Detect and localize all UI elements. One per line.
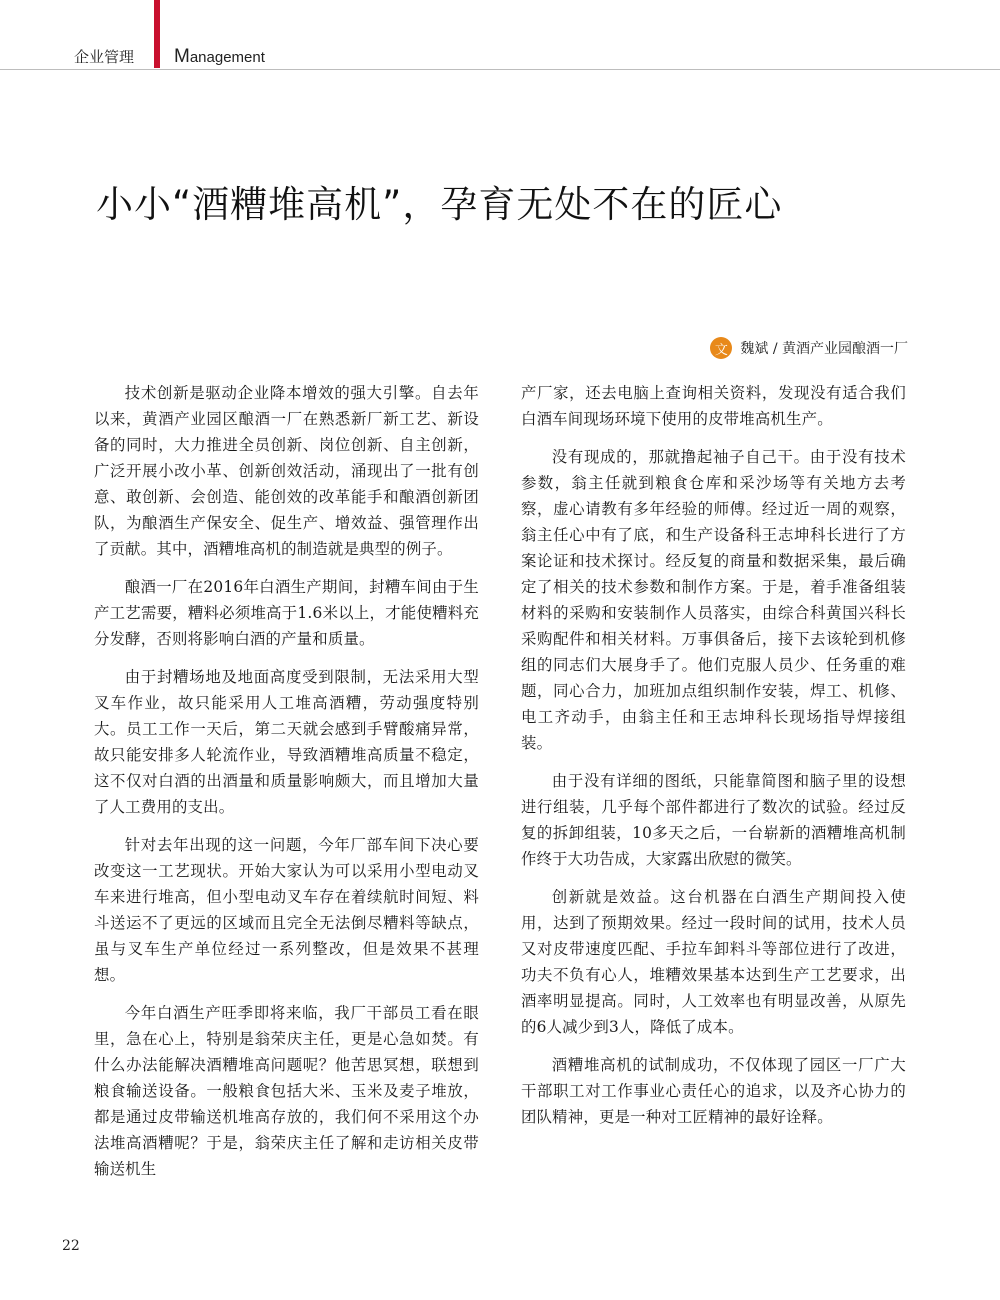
paragraph: 今年白酒生产旺季即将来临，我厂干部员工看在眼里，急在心上，特别是翁荣庆主任，更是心急如焚。有什么办法能解决酒糟堆高问题呢？他苦思冥想，联想到粮食输送设备。一般粮食包括大米、玉米及麦子堆放，都是通过皮带输送机堆高存放的，我们何不采用这个办法堆高酒糟呢？于是，翁荣庆主任了解和走访相关皮带输送机生 <box>94 1004 479 1178</box>
section-label-en <box>174 46 265 68</box>
article-title: 小小“酒糟堆高机”，孕育无处不在的匠心 <box>96 183 783 226</box>
paragraph: 针对去年出现的这一问题，今年厂部车间下决心要改变这一工艺现状。开始大家认为可以采用小型电动叉车来进行堆高，但小型电动叉车存在着续航时间短、料斗送运不了更远的区域而且完全无法倒尽糟料等缺点，虽与叉车生产单位经过一系列整改，但是效果不甚理想。 <box>94 836 479 984</box>
byline-badge-icon: 文 <box>710 337 732 359</box>
paragraph: 由于没有详细的图纸，只能靠简图和脑子里的设想进行组装，几乎每个部件都进行了数次的试验。经过反复的拆卸组装，10多天之后，一台崭新的酒糟堆高机制作终于大功告成，大家露出欣慰的微笑。 <box>521 772 906 868</box>
paragraph: 酒糟堆高机的试制成功，不仅体现了园区一厂广大干部职工对工作事业心责任心的追求，以及齐心协力的团队精神，更是一种对工匠精神的最好诠释。 <box>521 1056 906 1126</box>
header-accent-bar <box>154 0 160 68</box>
article-column-left <box>94 380 479 1194</box>
paragraph: 没有现成的，那就撸起袖子自己干。由于没有技术参数，翁主任就到粮食仓库和采沙场等有关地方去考察，虚心请教有多年经验的师傅。经过近一周的观察，翁主任心中有了底，和生产设备科王志坤科长进行了方案论证和技术探讨。经反复的商量和数据采集，最后确定了相关的技术参数和制作方案。于是，着手准备组装材料的采购和安装制作人员落实，由综合科黄国兴科长采购配件和相关材料。万事俱备后，接下去该轮到机修组的同志们大展身手了。他们克服人员少、任务重的难题，同心合力，加班加点组织制作安装，焊工、机修、电工齐动手，由翁主任和王志坤科长现场指导焊接组装。 <box>521 448 906 752</box>
paragraph: 酿酒一厂在2016年白酒生产期间，封糟车间由于生产工艺需要，糟料必须堆高于1.6米以上，才能使糟料充分发酵，否则将影响白酒的产量和质量。 <box>94 578 479 648</box>
section-label-en-cap: M <box>174 46 190 67</box>
article-column-right <box>521 380 906 1142</box>
paragraph: 创新就是效益。这台机器在白酒生产期间投入使用，达到了预期效果。经过一段时间的试用，技术人员又对皮带速度匹配、手拉车卸料斗等部位进行了改进，功夫不负有心人，堆糟效果基本达到生产工艺要求，出酒率明显提高。同时，人工效率也有明显改善，从原先的6人减少到3人，降低了成本。 <box>521 888 906 1036</box>
paragraph-continuation: 产厂家，还去电脑上查询相关资料，发现没有适合我们白酒车间现场环境下使用的皮带堆高机生产。 <box>521 384 906 428</box>
paragraph: 由于封糟场地及地面高度受到限制，无法采用大型叉车作业，故只能采用人工堆高酒糟，劳动强度特别大。员工工作一天后，第二天就会感到手臂酸痛异常，故只能安排多人轮流作业，导致酒糟堆高质量不稳定，这不仅对白酒的出酒量和质量影响颇大，而且增加大量了人工费用的支出。 <box>94 668 479 816</box>
page-number: 22 <box>62 1238 80 1254</box>
header-divider <box>0 69 1000 70</box>
section-label-cn: 企业管理 <box>74 48 135 66</box>
byline <box>710 337 908 359</box>
byline-author: 魏斌 / 黄酒产业园酿酒一厂 <box>740 341 908 357</box>
paragraph: 技术创新是驱动企业降本增效的强大引擎。自去年以来，黄酒产业园区酿酒一厂在熟悉新厂新工艺、新设备的同时，大力推进全员创新、岗位创新、自主创新，广泛开展小改小革、创新创效活动，涌现出了一批有创意、敢创新、会创造、能创效的改革能手和酿酒创新团队，为酿酒生产保安全、促生产、增效益、强管理作出了贡献。其中，酒糟堆高机的制造就是典型的例子。 <box>94 384 479 558</box>
section-label-en-rest: anagement <box>189 49 265 66</box>
